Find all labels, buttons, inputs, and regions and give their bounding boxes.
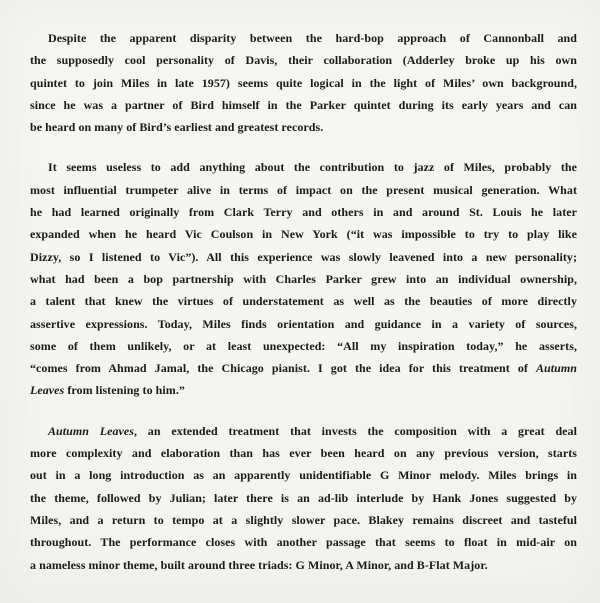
text-run: a nameless minor theme, built around three triads: G Minor, A Minor, and B-Flat Major.: [30, 557, 488, 572]
text-line: [30, 223, 577, 245]
text-run: expanded when he heard Vic Coulson in New York (“it was impossible to try to play like: [30, 227, 577, 242]
text-line: [30, 554, 577, 576]
song-title-italic: Autumn: [536, 361, 577, 376]
text-run: Dizzy, so I listened to Vic”). All this experience was slowly leavened into a new personality;: [30, 249, 577, 264]
paragraph: [30, 420, 577, 576]
text-run: , an extended treatment that invests the composition with a great deal: [134, 423, 577, 438]
text-run: Miles, and a return to tempo at a slightly slower pace. Blakey remains discreet and tasteful: [30, 512, 577, 527]
text-run: assertive expressions. Today, Miles finds orientation and guidance in a variety of sources,: [30, 316, 577, 331]
text-line: [30, 27, 577, 49]
text-run: some of them unlikely, or at least unexpected: “All my inspiration today,” he asserts,: [30, 338, 577, 353]
text-run: more complexity and elaboration than has ever been heard on any previous version, starts: [30, 446, 577, 461]
text-run: Despite the apparent disparity between the hard-bop approach of Cannonball and: [48, 31, 577, 45]
text-line: [30, 49, 577, 71]
text-line: [30, 335, 577, 357]
song-title-italic: Leaves: [30, 383, 65, 398]
text-run: the supposedly cool personality of Davis, their collaboration (Adderley broke up his own: [30, 53, 577, 68]
text-run: It seems useless to add anything about the contribution to jazz of Miles, probably the: [48, 160, 577, 175]
text-line: [30, 179, 577, 201]
text-line: [30, 116, 577, 138]
paragraph: [30, 27, 577, 138]
paragraph: [30, 156, 577, 401]
text-line: [30, 509, 577, 531]
text-run: quintet to join Miles in late 1957) seems quite logical in the light of Miles’ own background,: [30, 75, 577, 90]
text-run: throughout. The performance closes with another passage that seems to float in mid-air on: [30, 535, 577, 550]
text-line: [30, 420, 577, 442]
text-run: out in a long introduction as an apparently unidentifiable G Minor melody. Miles brings in: [30, 468, 577, 483]
text-run: a talent that knew the virtues of understatement as well as the beauties of more directly: [30, 294, 577, 309]
song-title-italic: Autumn Leaves: [48, 423, 135, 438]
text-line: [30, 246, 577, 268]
text-run: the theme, followed by Julian; later there is an ad-lib interlude by Hank Jones suggested by: [30, 490, 577, 505]
text-line: [30, 94, 577, 116]
text-run: be heard on many of Bird’s earliest and greatest records.: [30, 120, 324, 135]
text-run: what had been a bop partnership with Charles Parker grew into an individual ownership,: [30, 271, 577, 286]
text-line: [30, 464, 577, 486]
text-run: “comes from Ahmad Jamal, the Chicago pianist. I got the idea for this treatment of: [30, 361, 536, 376]
text-line: [30, 156, 577, 178]
liner-notes-text: [30, 27, 577, 576]
text-line: [30, 290, 577, 312]
text-run: he had learned originally from Clark Terry and others in and around St. Louis he later: [30, 205, 577, 220]
text-line: [30, 379, 577, 401]
text-line: [30, 487, 577, 509]
text-line: [30, 313, 577, 335]
text-line: [30, 531, 577, 553]
text-line: [30, 268, 577, 290]
text-line: [30, 357, 577, 379]
text-line: [30, 72, 577, 94]
text-line: [30, 201, 577, 223]
text-run: since he was a partner of Bird himself in the Parker quintet during its early years and can: [30, 97, 577, 112]
text-line: [30, 442, 577, 464]
text-run: most influential trumpeter alive in terms of impact on the present musical generation. What: [30, 182, 577, 197]
text-run: from listening to him.”: [64, 383, 185, 398]
